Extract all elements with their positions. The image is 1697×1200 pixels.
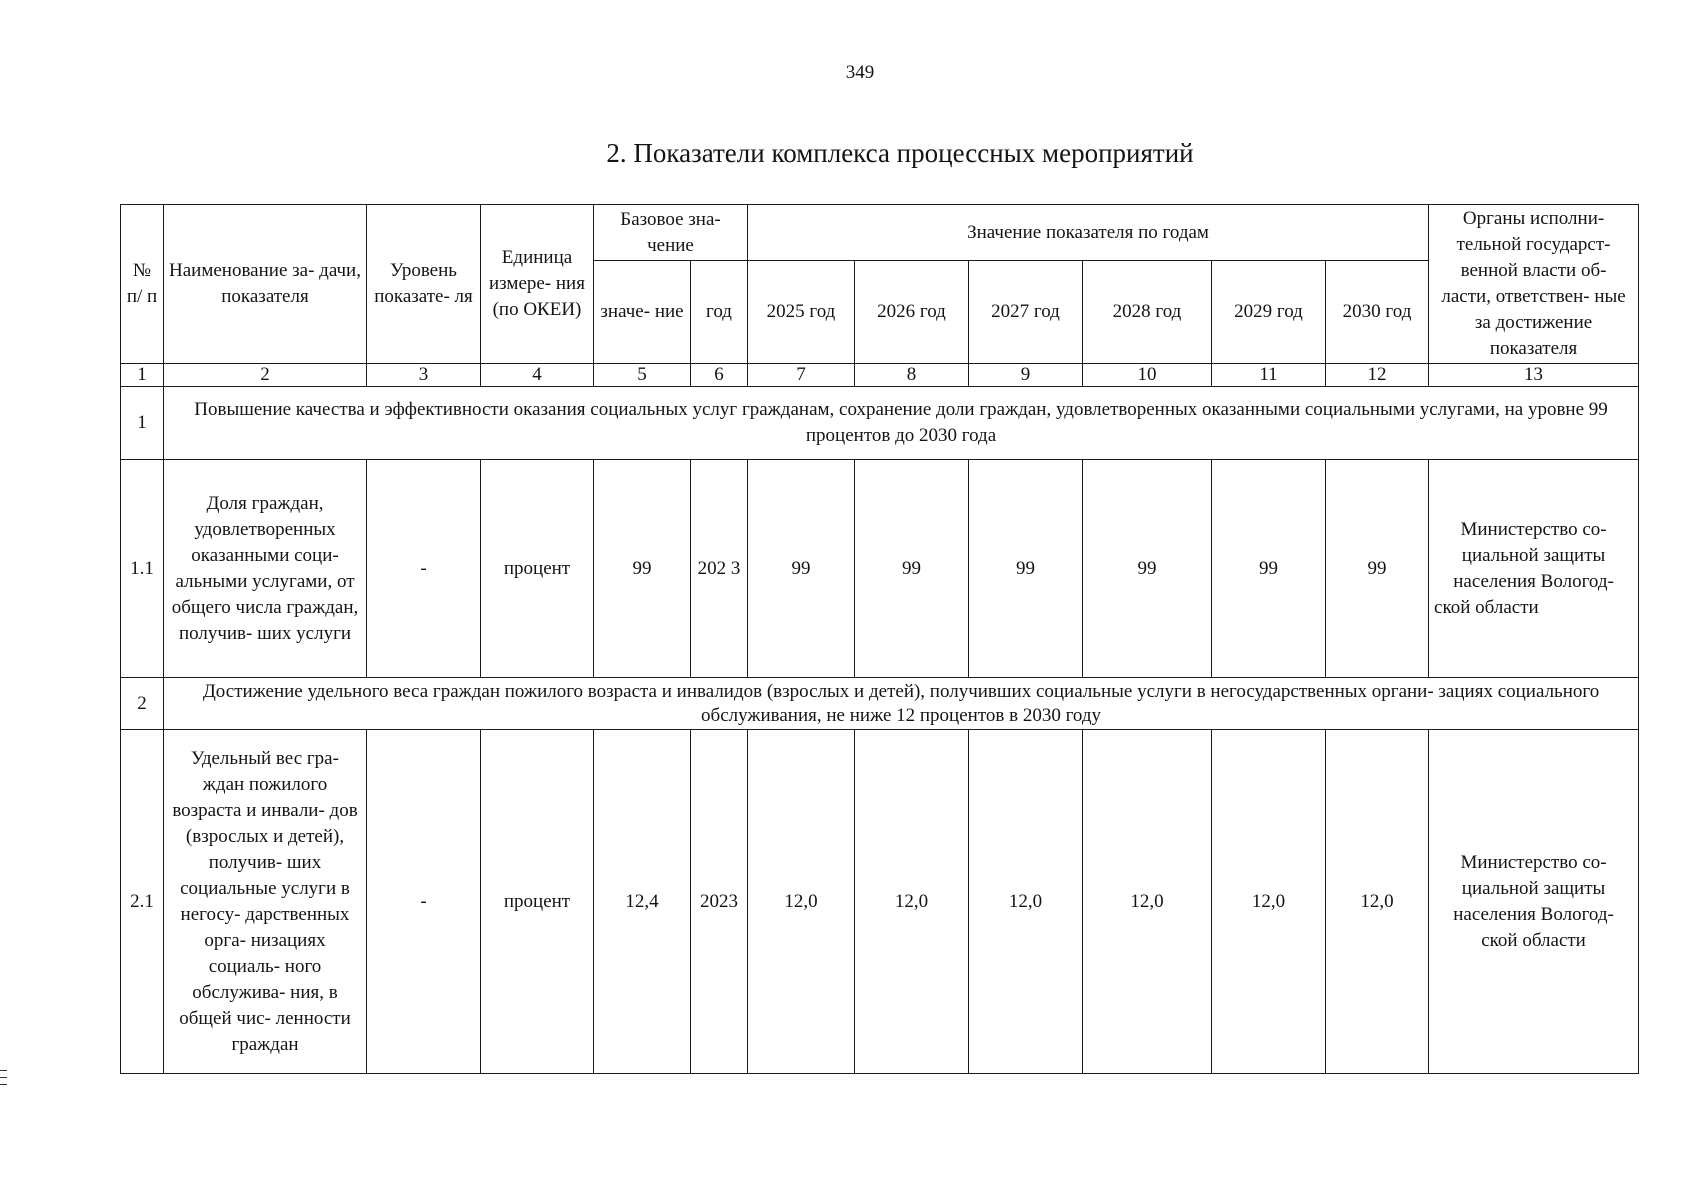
column-number: 8	[855, 364, 969, 387]
indicator-value-2028: 12,0	[1083, 730, 1212, 1074]
header-year-2029: 2029 год	[1212, 261, 1326, 364]
indicator-value-2030: 99	[1326, 460, 1429, 678]
indicator-value-2030: 12,0	[1326, 730, 1429, 1074]
header-year-2027: 2027 год	[969, 261, 1083, 364]
indicator-value-2027: 12,0	[969, 730, 1083, 1074]
indicator-base-value: 12,4	[594, 730, 691, 1074]
header-no: № п/ п	[121, 205, 164, 364]
indicator-number: 1.1	[121, 460, 164, 678]
column-number: 12	[1326, 364, 1429, 387]
task-text: Повышение качества и эффективности оказания социальных услуг гражданам, сохранение доли граждан, удовлетворенных оказанными социальными услугами, на уровне 99 процентов до 2030 года	[164, 387, 1639, 460]
header-year-2026: 2026 год	[855, 261, 969, 364]
indicator-row	[121, 460, 1639, 678]
column-number: 5	[594, 364, 691, 387]
indicator-value-2026: 99	[855, 460, 969, 678]
header-base: Базовое зна- чение	[594, 205, 748, 261]
header-base-year: год	[691, 261, 748, 364]
column-number: 13	[1429, 364, 1639, 387]
indicator-name: Удельный вес гра- ждан пожилого возраста и инвали- дов (взрослых и детей), получив- ших социальные услуги в негосу- дарственных орга- низациях социаль- ного обслужива- ния, в общей чис- ленности граждан	[164, 730, 367, 1074]
column-number: 9	[969, 364, 1083, 387]
document-title: 2. Показатели комплекса процессных мероприятий	[606, 138, 1194, 168]
header-year-2025: 2025 год	[748, 261, 855, 364]
task-number: 1	[121, 387, 164, 460]
column-number: 3	[367, 364, 481, 387]
indicator-base-value: 99	[594, 460, 691, 678]
indicator-row	[121, 730, 1639, 1074]
column-number: 2	[164, 364, 367, 387]
header-years-group: Значение показателя по годам	[748, 205, 1429, 261]
indicator-level: -	[367, 460, 481, 678]
header-year-2028: 2028 год	[1083, 261, 1212, 364]
column-number: 7	[748, 364, 855, 387]
indicator-base-year: 202 3	[691, 460, 748, 678]
column-number: 6	[691, 364, 748, 387]
indicator-value-2025: 12,0	[748, 730, 855, 1074]
task-text: Достижение удельного веса граждан пожилого возраста и инвалидов (взрослых и детей), получивших социальные услуги в негосударственных органи- зациях социального обслуживания, не ниже 12 процентов в 2030 году	[164, 678, 1639, 730]
column-number: 4	[481, 364, 594, 387]
column-number: 11	[1212, 364, 1326, 387]
indicator-value-2029: 12,0	[1212, 730, 1326, 1074]
indicators-table	[120, 204, 1639, 1074]
column-number: 1	[121, 364, 164, 387]
indicator-value-2026: 12,0	[855, 730, 969, 1074]
indicator-org: Министерство со- циальной защиты населения Вологод- ской области	[1429, 460, 1639, 678]
header-name: Наименование за- дачи, показателя	[164, 205, 367, 364]
indicator-number: 2.1	[121, 730, 164, 1074]
indicator-level: -	[367, 730, 481, 1074]
indicator-name: Доля граждан, удовлетворенных оказанными соци- альными услугами, от общего числа граждан, получив- ших услуги	[164, 460, 367, 678]
header-year-2030: 2030 год	[1326, 261, 1429, 364]
header-org: Органы исполни- тельной государст- венной власти об- ласти, ответствен- ные за достижение показателя	[1429, 205, 1639, 364]
task-row	[121, 678, 1639, 730]
margin-marks	[0, 1070, 8, 1130]
page-number: 349	[845, 62, 875, 83]
column-number: 10	[1083, 364, 1212, 387]
header-base-value: значе- ние	[594, 261, 691, 364]
task-row	[121, 387, 1639, 460]
column-number-row	[121, 364, 1639, 387]
indicator-value-2025: 99	[748, 460, 855, 678]
indicator-value-2027: 99	[969, 460, 1083, 678]
header-unit: Единица измере- ния (по ОКЕИ)	[481, 205, 594, 364]
indicator-base-year: 2023	[691, 730, 748, 1074]
indicator-org: Министерство со- циальной защиты населения Вологод- ской области	[1429, 730, 1639, 1074]
indicator-unit: процент	[481, 730, 594, 1074]
task-number: 2	[121, 678, 164, 730]
indicator-value-2028: 99	[1083, 460, 1212, 678]
indicator-unit: процент	[481, 460, 594, 678]
indicator-value-2029: 99	[1212, 460, 1326, 678]
header-level: Уровень показате- ля	[367, 205, 481, 364]
